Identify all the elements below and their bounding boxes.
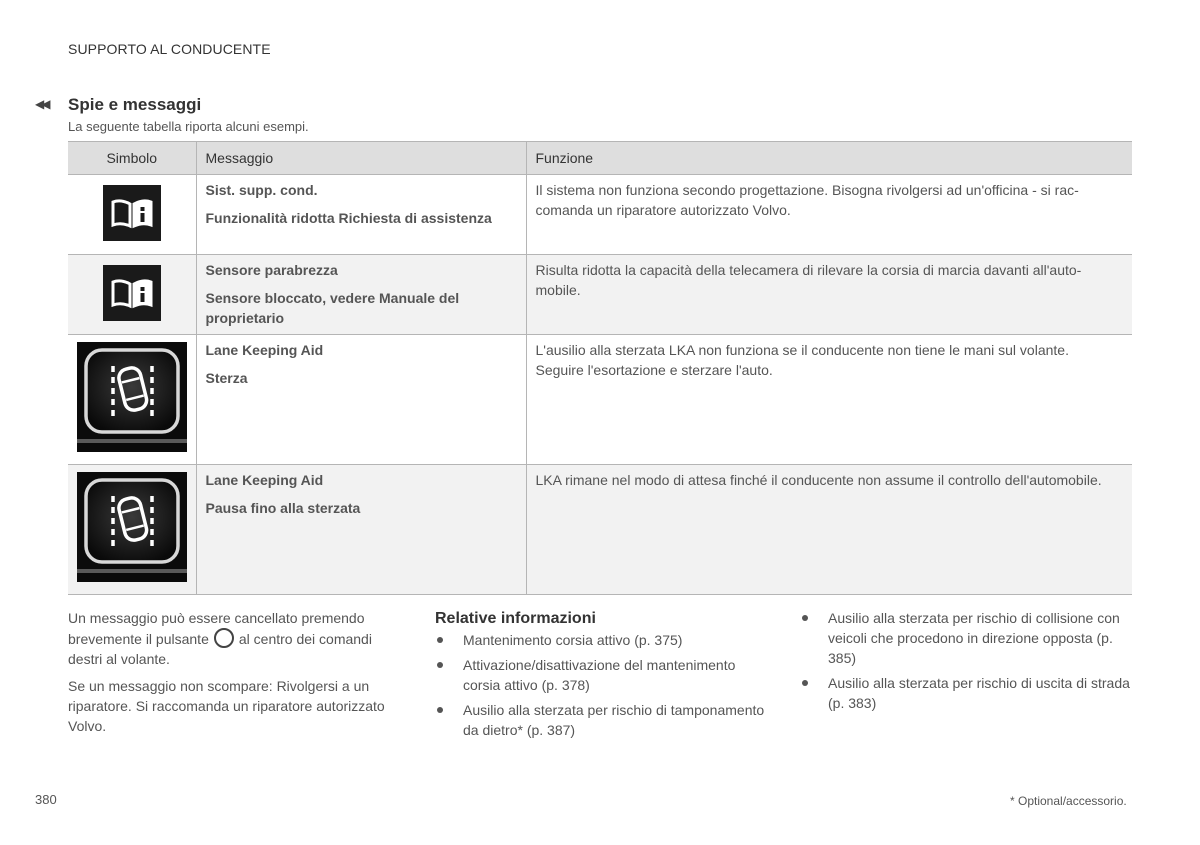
column-header-message: Messaggio xyxy=(196,142,526,175)
page-title: Spie e messaggi xyxy=(68,95,202,114)
message-cell xyxy=(196,335,526,465)
related-heading: Relative informazioni xyxy=(435,610,596,627)
symbol-cell xyxy=(68,465,196,595)
manual-info-icon xyxy=(103,185,161,241)
section-header: SUPPORTO AL CONDUCENTE xyxy=(68,41,271,57)
message-cell xyxy=(196,175,526,255)
function-cell: LKA rimane nel modo di attesa finché il conducente non assume il controllo dell'automobile. xyxy=(526,465,1132,595)
table-row xyxy=(68,175,1132,255)
double-left-arrows-icon: ◀◀ xyxy=(35,97,48,111)
related-link[interactable]: Attivazione/disattivazione del mantenimento corsia attivo (p. 378) xyxy=(435,655,770,695)
table-row xyxy=(68,255,1132,335)
related-link[interactable]: Mantenimento corsia attivo (p. 375) xyxy=(435,630,770,650)
page-subtitle: La seguente tabella riporta alcuni esempi. xyxy=(68,119,309,134)
function-cell: Risulta ridotta la capacità della telecamera di rilevare la corsia di marcia davanti all'automobile. xyxy=(526,255,1132,335)
message-detail: Sterza xyxy=(205,370,248,386)
column-header-symbol: Simbolo xyxy=(68,142,196,175)
round-button-icon xyxy=(214,628,234,648)
related-link[interactable]: Ausilio alla sterzata per rischio di collisione con veicoli che procedono in direzione opposta (p. 385) xyxy=(800,608,1130,668)
message-title: Lane Keeping Aid xyxy=(205,342,324,358)
related-link[interactable]: Ausilio alla sterzata per rischio di tamponamento da dietro* (p. 387) xyxy=(435,700,770,740)
paragraph-text: al centro dei comandi destri al volante. xyxy=(68,631,372,667)
paragraph-persistent-message: Se un messaggio non scompare: Rivolgersi a un riparatore. Si raccomanda un riparatore autorizzato Volvo. xyxy=(68,678,385,734)
symbol-cell xyxy=(68,335,196,465)
related-link[interactable]: Ausilio alla sterzata per rischio di uscita di strada (p. 383) xyxy=(800,673,1130,713)
messages-table xyxy=(68,141,1132,595)
column-header-function: Funzione xyxy=(526,142,1132,175)
symbol-cell xyxy=(68,255,196,335)
table-header-row xyxy=(68,142,1132,175)
related-list xyxy=(800,608,1130,713)
manual-info-icon xyxy=(103,265,161,321)
message-cell xyxy=(196,255,526,335)
message-title: Sist. supp. cond. xyxy=(205,182,318,198)
related-list xyxy=(435,630,770,740)
paragraph-text: Un messaggio può essere cancellato premendo brevemente il pulsante xyxy=(68,610,365,647)
function-cell: Il sistema non funziona secondo progettazione. Bisogna rivolgersi ad un'officina - si raccomanda un riparatore autorizzato Volvo. xyxy=(526,175,1132,255)
paragraph-cancel-message xyxy=(68,608,403,669)
message-detail: Sensore bloccato, vedere Manuale del proprietario xyxy=(205,290,460,326)
message-title: Sensore parabrezza xyxy=(205,262,338,278)
message-detail: Funzionalità ridotta Richiesta di assistenza xyxy=(205,210,492,226)
lane-keeping-aid-icon xyxy=(77,472,187,582)
symbol-cell xyxy=(68,175,196,255)
related-info-column xyxy=(435,608,770,745)
table-row xyxy=(68,335,1132,465)
message-detail: Pausa fino alla sterzata xyxy=(205,500,361,516)
body-text-column xyxy=(68,608,403,743)
table-row xyxy=(68,465,1132,595)
lane-keeping-aid-icon xyxy=(77,342,187,452)
message-cell xyxy=(196,465,526,595)
page-number: 380 xyxy=(35,792,57,807)
message-title: Lane Keeping Aid xyxy=(205,472,324,488)
related-info-column-2 xyxy=(800,608,1130,718)
footnote: * Optional/accessorio. xyxy=(1010,794,1127,808)
function-cell: L'ausilio alla sterzata LKA non funziona se il conducente non tiene le mani sul volante. Seguire l'esortazione e sterzare l'auto. xyxy=(526,335,1132,465)
